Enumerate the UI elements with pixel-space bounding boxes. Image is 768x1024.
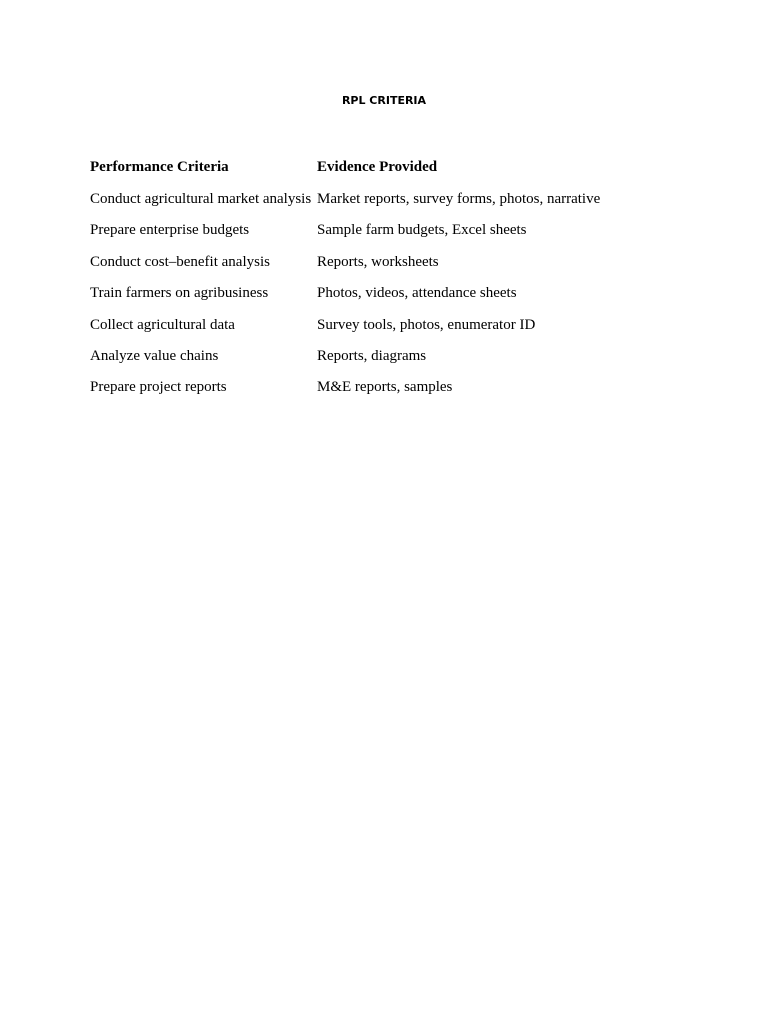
evidence-cell: Sample farm budgets, Excel sheets [317,222,527,239]
table-row [90,345,617,376]
criteria-cell: Collect agricultural data [90,316,235,333]
table-row [90,188,617,219]
evidence-cell: Market reports, survey forms, photos, narrative [317,191,601,207]
criteria-cell: Train farmers on agribusiness [90,285,269,302]
evidence-cell: M&E reports, samples [317,379,453,396]
evidence-cell: Photos, videos, attendance sheets [317,285,517,302]
document-title: RPL CRITERIA [341,94,427,107]
criteria-cell: Analyze value chains [90,347,219,364]
criteria-cell: Prepare enterprise budgets [90,222,250,239]
header-performance-criteria: Performance Criteria [90,159,229,175]
evidence-cell: Reports, worksheets [317,253,439,270]
table-row [90,376,617,407]
evidence-cell: Survey tools, photos, enumerator ID [317,316,536,333]
criteria-cell: Conduct agricultural market analysis [90,191,312,207]
evidence-cell: Reports, diagrams [317,347,427,364]
table-row [90,251,617,282]
header-evidence-provided: Evidence Provided [317,159,438,175]
table-header-row [90,156,617,188]
criteria-table [90,156,617,408]
table-row [90,314,617,345]
criteria-cell: Prepare project reports [90,379,227,396]
table-row [90,219,617,250]
table-row [90,282,617,313]
criteria-cell: Conduct cost–benefit analysis [90,253,270,270]
